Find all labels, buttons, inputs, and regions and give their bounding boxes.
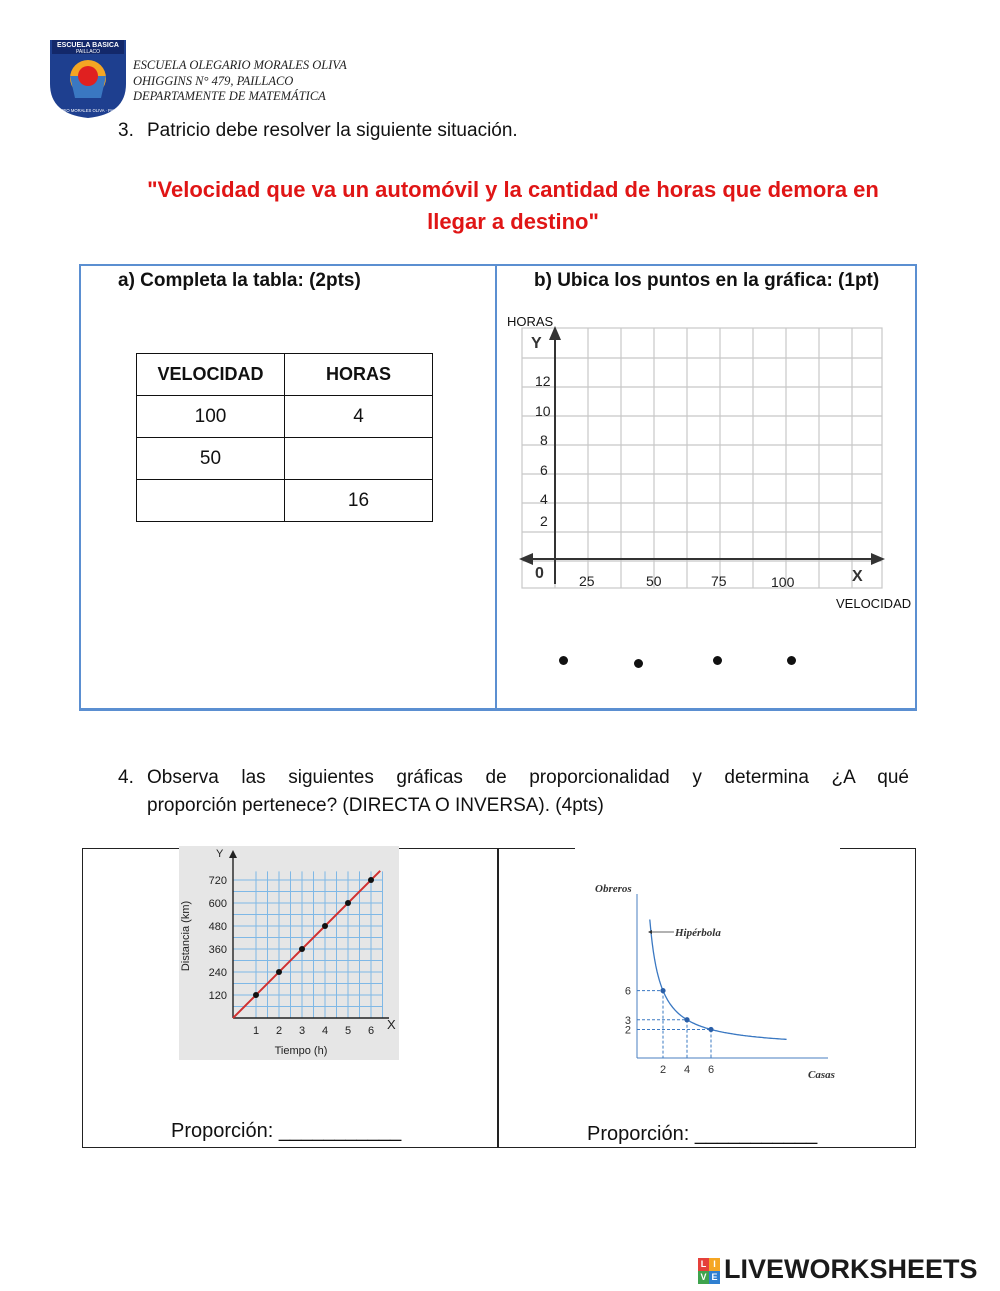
table-cell: 16 [285, 480, 433, 522]
g1-data-point [322, 923, 328, 929]
g1-y-tick: 120 [208, 990, 227, 1002]
g2-data-point [660, 988, 665, 993]
q4-number: 4. [118, 767, 134, 788]
g1-y-tick: 600 [208, 898, 227, 910]
draggable-point[interactable] [559, 656, 568, 665]
table-cell-input[interactable] [137, 480, 285, 522]
g2-y-tick: 2 [624, 1024, 631, 1037]
g1-y-letter: Y [216, 848, 224, 860]
draggable-point[interactable] [634, 659, 643, 668]
school-dept: DEPARTAMENTE DE MATEMÁTICA [133, 89, 326, 103]
graph-origin: 0 [535, 565, 544, 582]
table-row [137, 480, 433, 522]
g1-data-point [299, 946, 305, 952]
q4-line2: proporción pertenece? (DIRECTA O INVERSA). (4pts) [147, 795, 604, 816]
q3-number: 3. [118, 120, 134, 141]
y-tick-label: 8 [540, 432, 548, 448]
part-b-label: b) Ubica los puntos en la gráfica: (1pt) [534, 270, 880, 291]
x-tick-label: 25 [579, 573, 595, 589]
g1-xlabel: Tiempo (h) [274, 1045, 328, 1057]
y-tick-label: 6 [540, 462, 548, 478]
q4-box-divider [497, 848, 499, 1148]
logo-sub-text: PAILLACO [75, 49, 101, 55]
q4-line1: Observa las siguientes gráficas de proporcionalidad y determina ¿A qué [147, 767, 909, 788]
g1-x-tick: 4 [321, 1025, 329, 1037]
graph2-border-gap [575, 842, 840, 852]
badge-letter: E [709, 1271, 720, 1284]
y-tick-label: 10 [535, 403, 551, 419]
logo-ring-text: OLEGARIO MORALES OLIVA · PAILLACO [47, 108, 129, 113]
g1-x-tick: 3 [298, 1025, 306, 1037]
badge-letter: V [698, 1271, 709, 1284]
logo-top-text: ESCUELA BASICA [57, 42, 119, 49]
table-cell: 100 [137, 396, 285, 438]
proportion-answer-1[interactable]: Proporción: ___________ [171, 1120, 402, 1142]
y-tick-label: 4 [540, 491, 548, 507]
school-header [133, 58, 347, 105]
table-header-horas: HORAS [285, 354, 433, 396]
school-logo [46, 36, 130, 120]
x-tick-label: 100 [771, 574, 795, 590]
g2-data-point [684, 1017, 689, 1022]
liveworksheets-badge-icon [698, 1258, 720, 1284]
table-row [137, 396, 433, 438]
draggable-point[interactable] [787, 656, 796, 665]
table-header-row [137, 354, 433, 396]
q3-headline-line2: llegar a destino" [427, 209, 599, 234]
q3-blank-graph [515, 322, 895, 594]
g1-x-tick: 2 [275, 1025, 283, 1037]
part-a-label: a) Completa la tabla: (2pts) [118, 270, 361, 291]
g1-data-point [253, 992, 259, 998]
g1-data-point [345, 900, 351, 906]
g1-y-tick: 480 [208, 921, 227, 933]
school-name: ESCUELA OLEGARIO MORALES OLIVA [133, 58, 347, 72]
table-row [137, 438, 433, 480]
g1-y-tick: 360 [208, 944, 227, 956]
q3-headline [80, 174, 946, 238]
g2-ylabel: Obreros [595, 883, 632, 895]
y-tick-label: 12 [535, 373, 551, 389]
graph-x-letter: X [852, 568, 863, 585]
graph-y-letter: Y [531, 335, 542, 352]
y-tick-label: 2 [540, 513, 548, 529]
table-header-velocidad: VELOCIDAD [137, 354, 285, 396]
table-cell: 50 [137, 438, 285, 480]
q3-text: Patricio debe resolver la siguiente situación. [147, 120, 518, 141]
g2-x-tick: 6 [707, 1064, 715, 1076]
g2-x-tick: 4 [683, 1064, 691, 1076]
g2-xlabel: Casas [808, 1069, 835, 1081]
x-tick-label: 50 [646, 573, 662, 589]
g1-x-tick: 1 [252, 1025, 260, 1037]
x-tick-label: 75 [711, 573, 727, 589]
q3-box-divider [495, 264, 497, 708]
school-address: OHIGGINS N° 479, PAILLACO [133, 73, 294, 88]
draggable-point[interactable] [713, 656, 722, 665]
g1-x-tick: 5 [344, 1025, 352, 1037]
g2-y-tick: 6 [624, 985, 631, 998]
g1-x-tick: 6 [367, 1025, 375, 1037]
g1-y-tick: 240 [208, 967, 227, 979]
graph-direct-proportion [179, 846, 399, 1060]
q3-headline-line1: "Velocidad que va un automóvil y la cantidad de horas que demora en [147, 177, 879, 202]
g2-curve-label: Hipérbola [675, 927, 721, 939]
g1-ylabel: Distancia (km) [180, 900, 192, 972]
proportion-answer-2[interactable]: Proporción: ___________ [587, 1123, 818, 1145]
g1-y-tick: 720 [208, 875, 227, 887]
g2-y-tick: 3 [624, 1014, 631, 1027]
table-cell-input[interactable] [285, 438, 433, 480]
graph-y-title: HORAS [507, 314, 554, 329]
g1-data-point [368, 877, 374, 883]
speed-hours-table [136, 353, 433, 522]
table-cell: 4 [285, 396, 433, 438]
graph-inverse-proportion [590, 872, 850, 1087]
g1-data-point [276, 969, 282, 975]
g2-x-tick: 2 [659, 1064, 667, 1076]
liveworksheets-brand: LIVEWORKSHEETS [724, 1254, 978, 1284]
graph-x-title: VELOCIDAD [836, 596, 912, 611]
g1-x-letter: X [387, 1017, 396, 1032]
g2-data-point [708, 1027, 713, 1032]
badge-letter: I [709, 1258, 720, 1271]
badge-letter: L [698, 1258, 709, 1271]
